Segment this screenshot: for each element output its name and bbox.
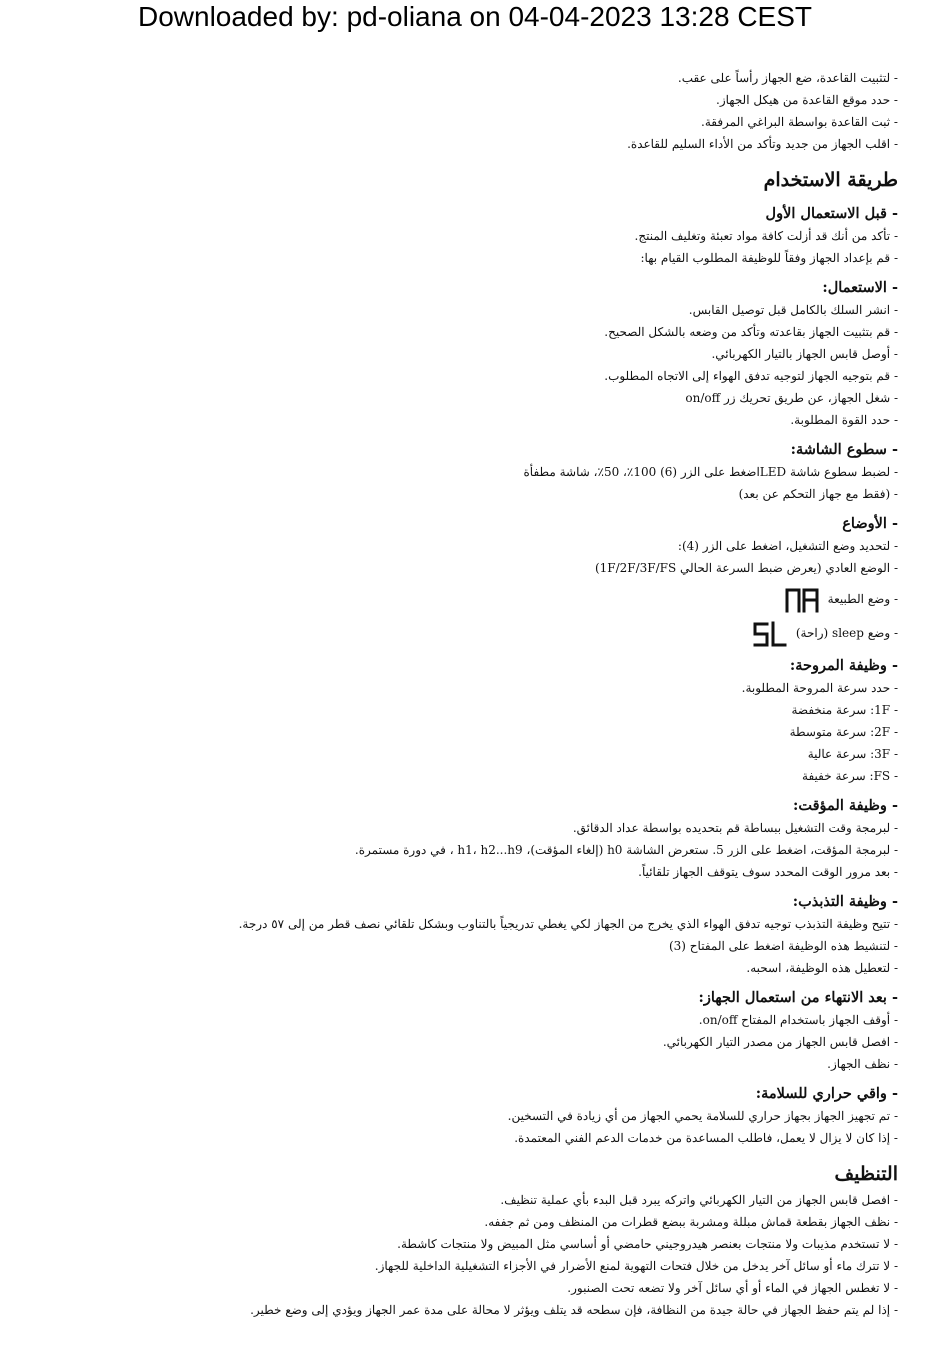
oscillation-line: - لتنشيط هذه الوظيفة اضغط على المفتاح (3): [668, 939, 898, 953]
cleaning-heading: التنظيف: [834, 1163, 898, 1185]
nature-mode-line: [40, 582, 898, 616]
download-banner: Downloaded by: pd-oliana on 04-04-2023 13:28 CEST: [137, 1, 812, 32]
brightness-line: - (فقط مع جهاز التحكم عن بعد): [738, 487, 898, 501]
cleaning-line: - لا تترك ماء أو سائل آخر يدخل من خلال فتحات التهوية لمنع الأضرار في الأجزاء التشغيلية الداخلية للجهاز.: [374, 1259, 898, 1273]
use-line: - انشر السلك بالكامل قبل توصيل القابس.: [688, 303, 898, 317]
before-first-use-heading: - قبل الاستعمال الأول: [765, 205, 898, 222]
sleep-mode-display-icon: [752, 620, 788, 648]
fan-heading: - وظيفة المروحة:: [789, 657, 898, 674]
use-line: - قم بتوجيه الجهاز لتوجيه تدفق الهواء إلى الاتجاه المطلوب.: [604, 369, 898, 383]
before-line: - قم بإعداد الجهاز وفقاً للوظيفة المطلوب القيام بها:: [640, 251, 898, 265]
timer-line: - لبرمجة المؤقت، اضغط على الزر 5. ستعرض الشاشة h0 (إلغاء المؤقت)، h1، h2...h9 ، في دورة مستمرة.: [354, 843, 898, 857]
modes-line: - لتحديد وضع التشغيل، اضغط على الزر (4):: [677, 539, 898, 553]
usage-heading: طريقة الاستخدام: [763, 169, 898, 191]
modes-heading: - الأوضاع: [842, 515, 898, 532]
after-use-line: - افصل قابس الجهاز من مصدر التيار الكهربائي.: [662, 1035, 898, 1049]
document-body: [40, 66, 898, 1324]
timer-heading: - وظيفة المؤقت:: [793, 797, 898, 814]
brightness-line: - لضبط سطوع شاشة LEDاضغط على الزر (6) 100٪، 50٪، شاشة مطفأة: [523, 465, 898, 479]
before-line: - تأكد من أنك قد أزلت كافة مواد تعبئة وتغليف المنتج.: [634, 229, 898, 243]
cleaning-line: - افصل قابس الجهاز من التيار الكهربائي واتركه يبرد قبل البدء بأي عملية تنظيف.: [500, 1193, 898, 1207]
thermal-line: - إذا كان لا يزال لا يعمل، فاطلب المساعدة من خدمات الدعم الفني المعتمدة.: [514, 1131, 898, 1145]
sleep-mode-label: - وضع sleep (راحة): [795, 626, 898, 640]
timer-line: - لبرمجة وقت التشغيل ببساطة قم بتحديده بواسطة عداد الدقائق.: [572, 821, 898, 835]
fan-line: - 1F: سرعة منخفضة: [791, 703, 898, 717]
base-line: - لتثبيت القاعدة، ضع الجهاز رأساً على عقب.: [677, 71, 898, 85]
after-use-line: - أوقف الجهاز باستخدام المفتاح on/off.: [698, 1013, 898, 1027]
nature-mode-display-icon: [784, 586, 820, 614]
fan-line: - 3F: سرعة عالية: [807, 747, 898, 761]
base-line: - ثبت القاعدة بواسطة البراغي المرفقة.: [701, 115, 898, 129]
base-line: - حدد موقع القاعدة من هيكل الجهاز.: [716, 93, 898, 107]
use-line: - أوصل قابس الجهاز بالتيار الكهربائي.: [711, 347, 898, 361]
oscillation-heading: - وظيفة التذبذب:: [792, 893, 898, 910]
use-line: - شغل الجهاز، عن طريق تحريك زر on/off: [685, 391, 898, 405]
nature-mode-label: - وضع الطبيعة: [827, 592, 898, 606]
oscillation-line: - لتعطيل هذه الوظيفة، اسحبه.: [746, 961, 898, 975]
sleep-mode-line: [40, 616, 898, 650]
thermal-protection-heading: - واقي حراري للسلامة:: [755, 1085, 898, 1102]
cleaning-line: - لا تستخدم مذيبات ولا منتجات بعنصر هيدروجيني حامضي أو أساسي مثل المبيض ولا منتجات كاشطة.: [397, 1237, 898, 1251]
after-use-line: - نظف الجهاز.: [827, 1057, 898, 1071]
timer-line: - بعد مرور الوقت المحدد سوف يتوقف الجهاز تلقائياً.: [638, 865, 898, 879]
fan-line: - حدد سرعة المروحة المطلوبة.: [741, 681, 898, 695]
after-use-heading: - بعد الانتهاء من استعمال الجهاز:: [698, 989, 898, 1006]
fan-line: - 2F: سرعة متوسطة: [789, 725, 898, 739]
thermal-line: - تم تجهيز الجهاز بجهاز حراري للسلامة يحمي الجهاز من أي زيادة في التسخين.: [507, 1109, 898, 1123]
cleaning-line: - إذا لم يتم حفظ الجهاز في حالة جيدة من النظافة، فإن سطحه قد يتلف ويؤثر لا محالة على مدة عمر الجهاز ويؤدي إلى وضع خطير.: [250, 1303, 898, 1317]
brightness-heading: - سطوع الشاشة:: [790, 441, 898, 458]
base-line: - اقلب الجهاز من جديد وتأكد من الأداء السليم للقاعدة.: [627, 137, 898, 151]
fan-line: - FS: سرعة خفيفة: [802, 769, 898, 783]
use-line: - حدد القوة المطلوبة.: [790, 413, 898, 427]
oscillation-line: - تتيح وظيفة التذبذب توجيه تدفق الهواء الذي يخرج من الجهاز لكي يغطي تدريجياً بالتناوب وبشكل تلقائي نصف قطر من إلى ٥٧ درجة.: [238, 917, 898, 931]
modes-line: - الوضع العادي (يعرض ضبط السرعة الحالي 1F/2F/3F/FS): [594, 561, 898, 575]
cleaning-line: - لا تغطس الجهاز في الماء أو أي سائل آخر ولا تضعه تحت الصنبور.: [567, 1281, 898, 1295]
use-line: - قم بتثبيت الجهاز بقاعدته وتأكد من وضعه بالشكل الصحيح.: [604, 325, 898, 339]
use-heading: - الاستعمال:: [822, 279, 898, 296]
cleaning-line: - نظف الجهاز بقطعة قماش مبللة ومشربة ببضع قطرات من المنظف ومن ثم جففه.: [484, 1215, 898, 1229]
